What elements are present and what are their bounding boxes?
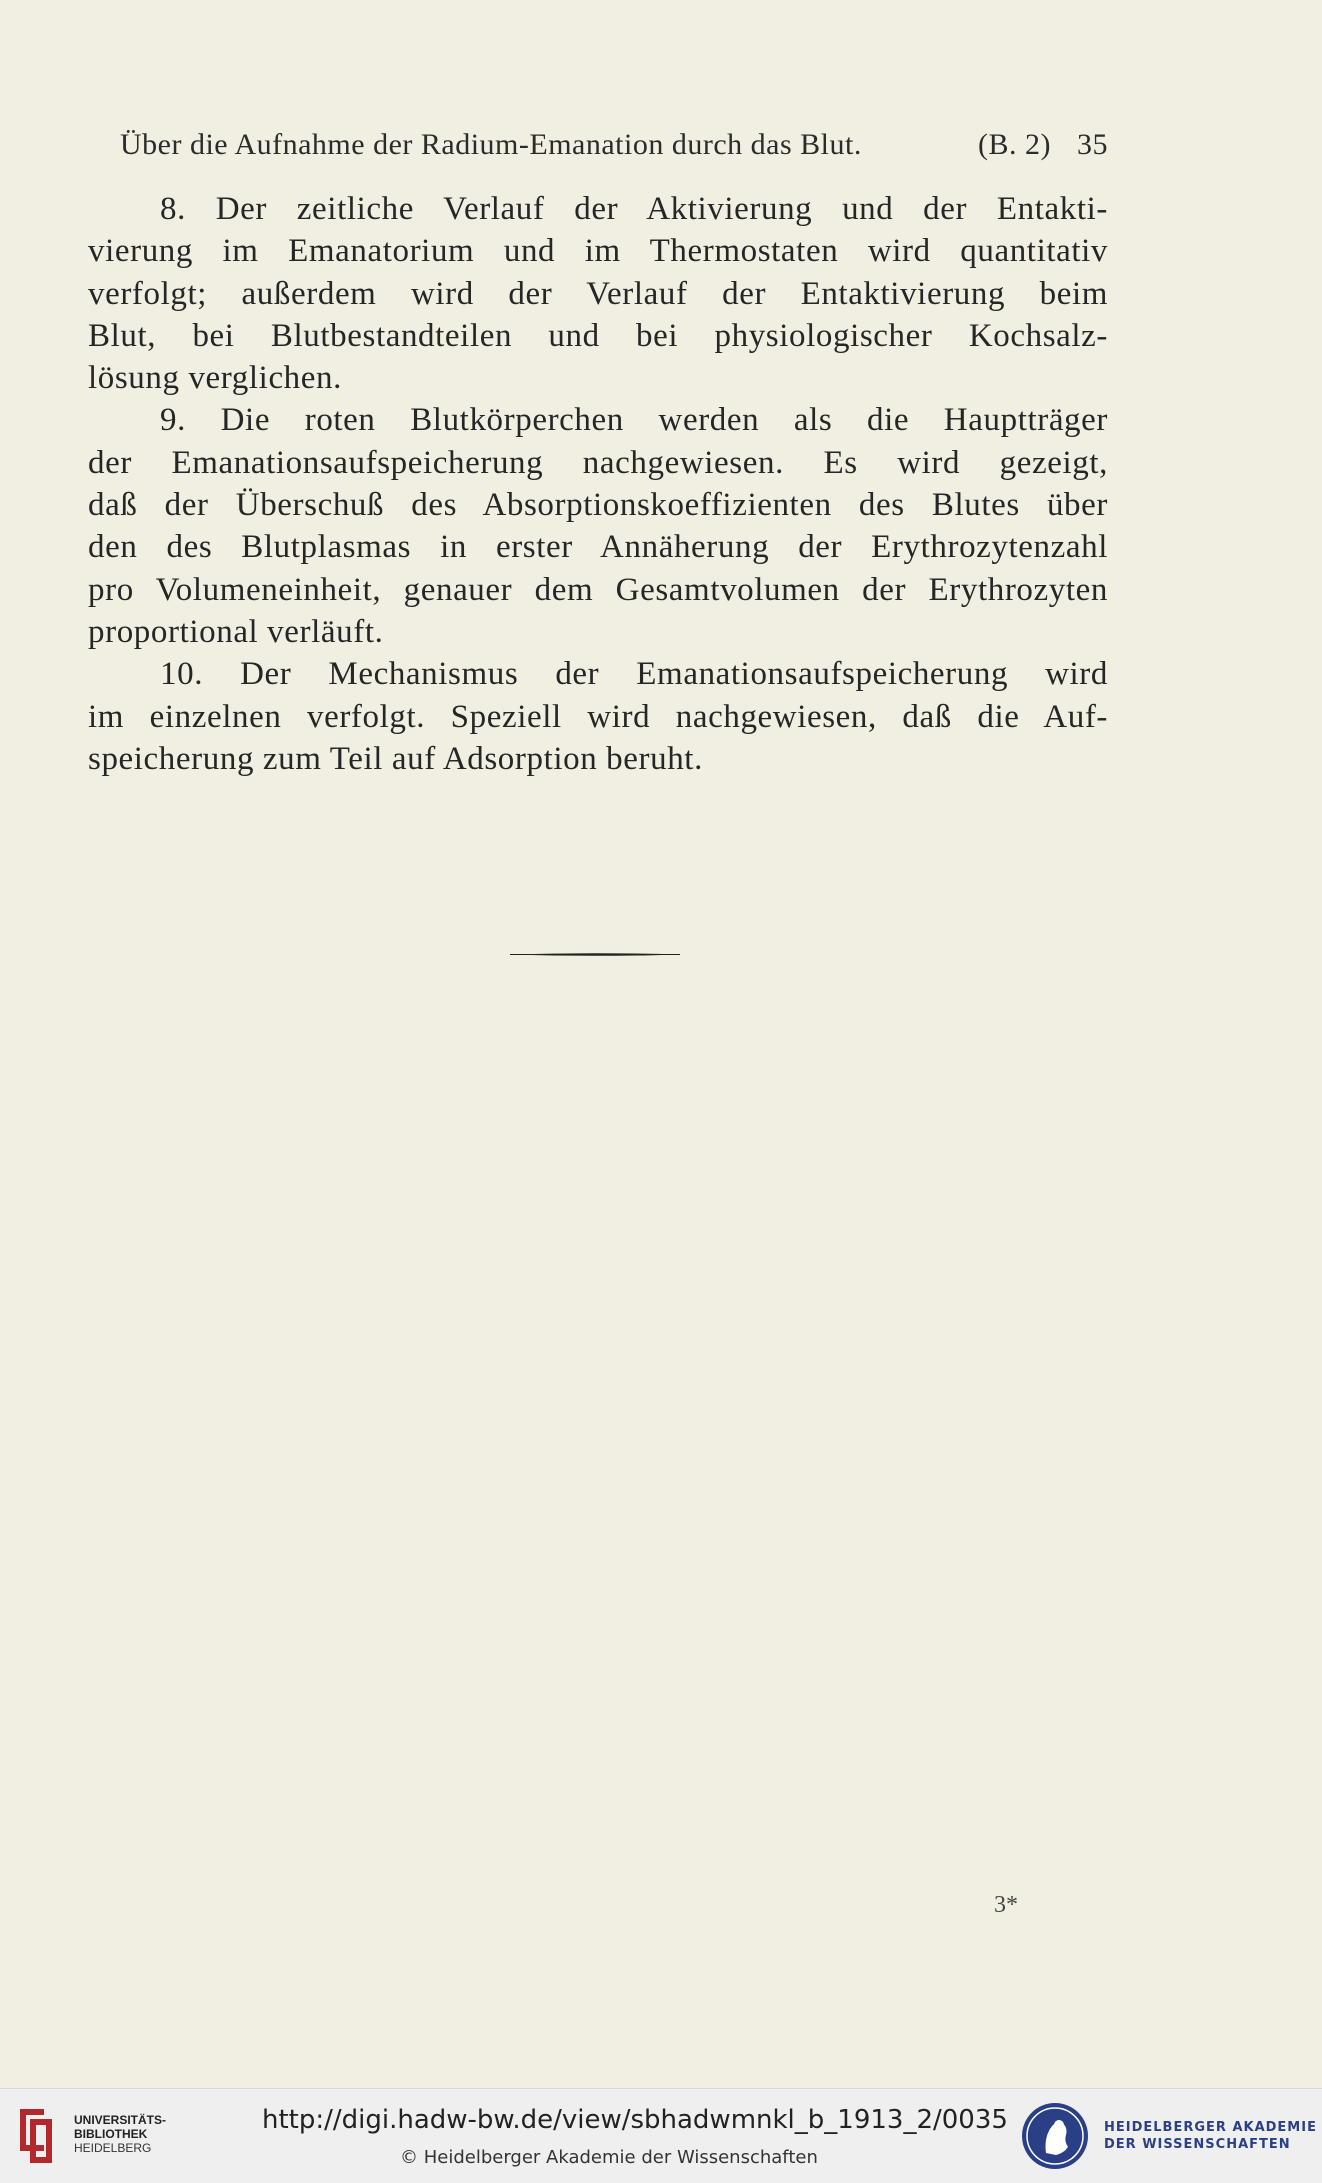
text-line: daß der Überschuß des Absorptionskoeffizienten des Blutes über (88, 487, 1108, 524)
academy-line: HEIDELBERGER AKADEMIE (1104, 2120, 1317, 2135)
permalink-url[interactable]: http://digi.hadw-bw.de/view/sbhadwmnkl_b_1913_2/0035 (262, 2105, 1008, 2135)
text-line: verfolgt; außerdem wird der Verlauf der Entaktivierung beim (88, 275, 1108, 312)
viewer-footer (0, 2088, 1322, 2183)
text-line: speicherung zum Teil auf Adsorption beruht. (88, 740, 703, 777)
running-head-title: Über die Aufnahme der Radium-Emanation durch das Blut. (120, 128, 862, 161)
series-reference: (B. 2) (978, 128, 1051, 161)
library-line: HEIDELBERG (74, 2141, 152, 2155)
text-line: 8. Der zeitliche Verlauf der Aktivierung und der Entakti- (160, 191, 1108, 227)
text-line: lösung verglichen. (88, 360, 342, 397)
page-number: 35 (1077, 128, 1108, 161)
library-line: BIBLIOTHEK (74, 2127, 148, 2141)
academy-line: DER WISSENSCHAFTEN (1104, 2137, 1291, 2152)
body-text (88, 188, 1108, 780)
academy-name (1104, 2119, 1317, 2153)
text-line: pro Volumeneinheit, genauer dem Gesamtvolumen der Erythrozyten (88, 571, 1108, 608)
text-line: der Emanationsaufspeicherung nachgewiesen. Es wird gezeigt, (88, 444, 1108, 481)
university-library-name (74, 2113, 166, 2155)
text-line: im einzelnen verfolgt. Speziell wird nachgewiesen, daß die Auf- (88, 698, 1108, 735)
text-line: Blut, bei Blutbestandteilen und bei physiologischer Kochsalz- (88, 317, 1108, 354)
text-line: 10. Der Mechanismus der Emanationsaufspeicherung wird (160, 656, 1108, 693)
text-line: 9. Die roten Blutkörperchen werden als die Hauptträger (160, 402, 1108, 439)
text-line: den des Blutplasmas in erster Annäherung der Erythrozytenzahl (88, 529, 1108, 566)
library-line: UNIVERSITÄTS- (74, 2113, 167, 2127)
signature-mark: 3* (994, 1892, 1018, 1918)
copyright-notice: © Heidelberger Akademie der Wissenschaften (400, 2147, 818, 2168)
text-line: proportional verläuft. (88, 613, 384, 650)
end-ornament-rule (510, 953, 680, 956)
text-line: vierung im Emanatorium und im Thermostaten wird quantitativ (88, 233, 1108, 270)
academy-seal-icon (1020, 2101, 1090, 2171)
paragraph-10 (88, 653, 1108, 780)
paragraph-8 (88, 188, 1108, 399)
paragraph-9 (88, 399, 1108, 653)
university-library-logo-icon (14, 2105, 58, 2167)
